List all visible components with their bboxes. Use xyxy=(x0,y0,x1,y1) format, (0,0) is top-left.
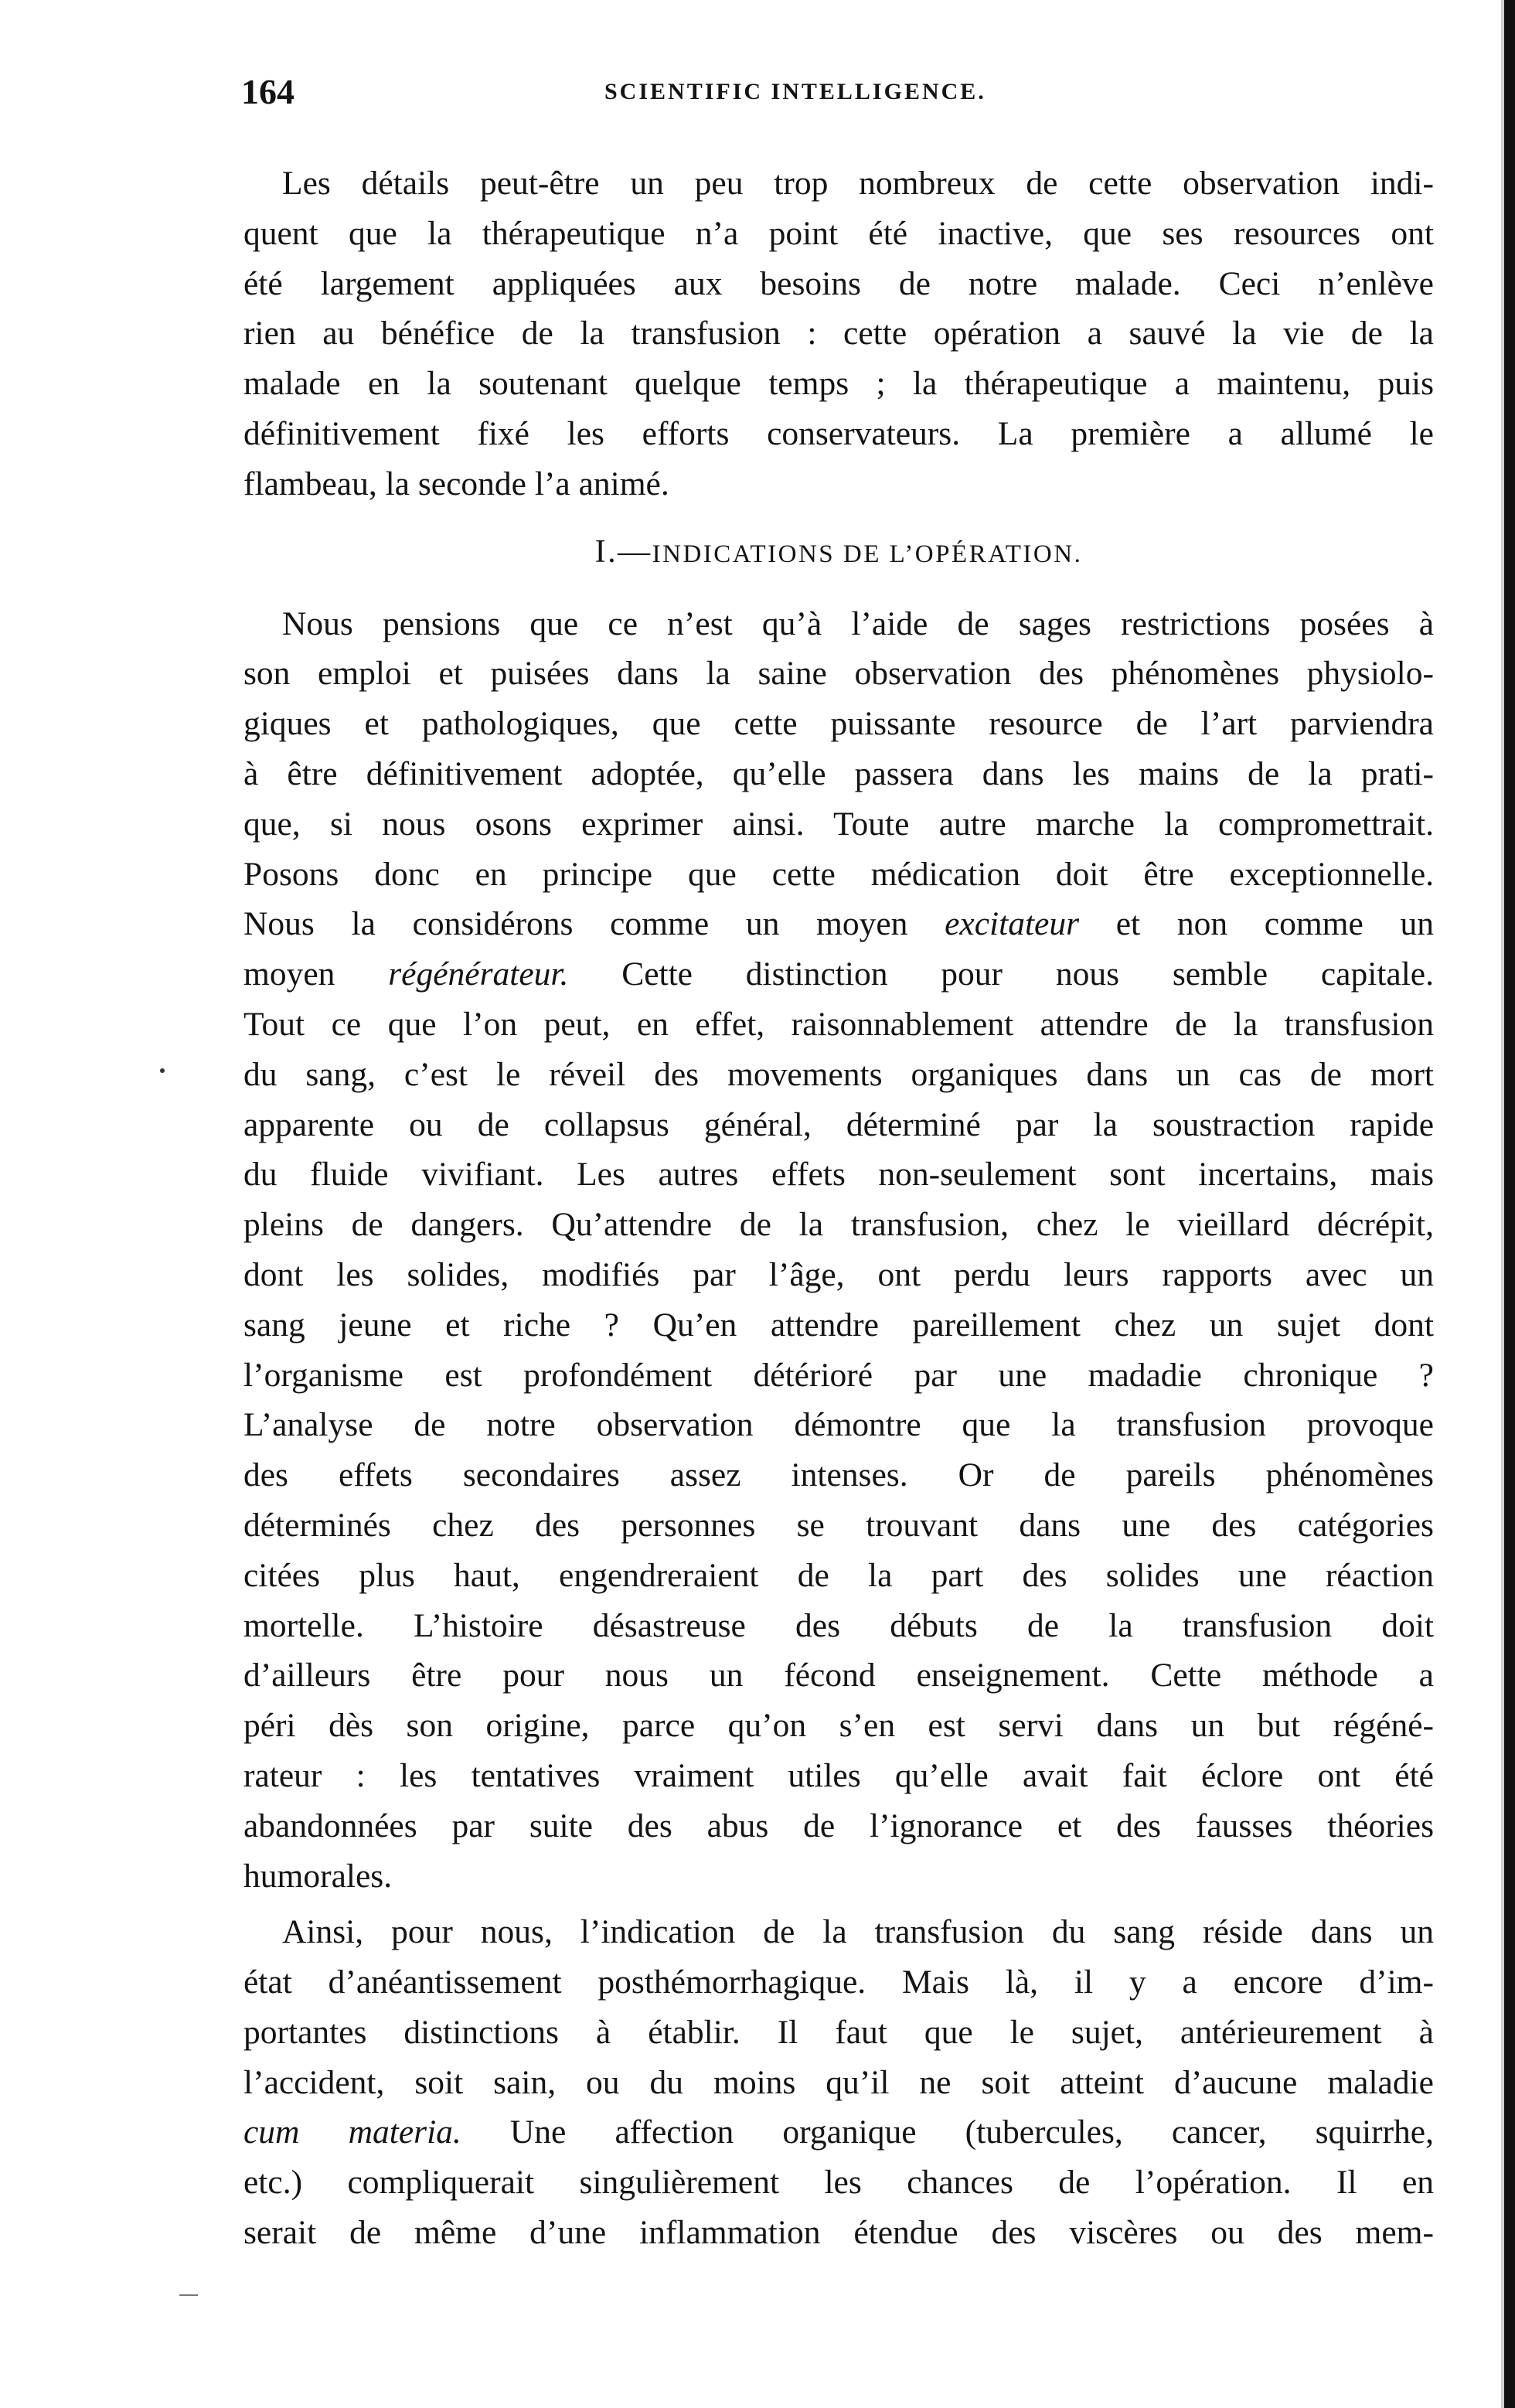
text-run: moyen xyxy=(243,955,389,993)
text-line: péri dès son origine, parce qu’on s’en est servi dans un but régéné- xyxy=(243,1707,1434,1745)
section-heading xyxy=(243,533,1434,571)
text-line: flambeau, la seconde l’a animé. xyxy=(243,465,669,502)
paragraph-2 xyxy=(243,599,1434,1902)
text-line: l’organisme est profondément détérioré par une madadie chronique ? xyxy=(243,1356,1434,1394)
text-line: que, si nous osons exprimer ainsi. Toute autre marche la compromettrait. xyxy=(243,805,1434,843)
text-line: portantes distinctions à établir. Il faut que le sujet, antérieurement à xyxy=(243,2013,1434,2051)
text-line: Nous pensions que ce n’est qu’à l’aide de sages restrictions posées à xyxy=(282,605,1434,642)
text-run: Cette distinction pour nous semble capitale. xyxy=(568,955,1434,993)
paragraph-3 xyxy=(243,1907,1434,2258)
text-line: été largement appliquées aux besoins de notre malade. Ceci n’enlève xyxy=(243,264,1434,302)
text-line: rateur : les tentatives vraiment utiles qu’elle avait fait éclore ont été xyxy=(243,1756,1434,1794)
text-line: définitivement fixé les efforts conservateurs. La première a allumé le xyxy=(243,414,1434,452)
text-line: sang jeune et riche ? Qu’en attendre pareillement chez un sujet dont xyxy=(243,1306,1434,1344)
text-line: Les détails peut-être un peu trop nombreux de cette observation indi- xyxy=(282,165,1434,202)
text-line: Posons donc en principe que cette médication doit être exceptionnelle. xyxy=(243,855,1434,893)
stray-mark-dot xyxy=(160,1068,165,1073)
text-run: Nous la considérons comme un moyen xyxy=(243,905,945,943)
text-line: L’analyse de notre observation démontre que la transfusion provoque xyxy=(243,1406,1434,1444)
text-line: à être définitivement adoptée, qu’elle passera dans les mains de la prati- xyxy=(243,754,1434,792)
text-line: apparente ou de collapsus général, déterminé par la soustraction rapide xyxy=(243,1105,1434,1143)
page-header xyxy=(241,71,1439,118)
text-line: malade en la soutenant quelque temps ; la thérapeutique a maintenu, puis xyxy=(243,365,1434,403)
text-line: état d’anéantissement posthémorrhagique. Mais là, il y a encore d’im- xyxy=(243,1964,1434,2001)
text-line: du sang, c’est le réveil des movements organiques dans un cas de mort xyxy=(243,1055,1434,1093)
page-edge xyxy=(1504,0,1515,2408)
text-line: pleins de dangers. Qu’attendre de la transfusion, chez le vieillard décrépit, xyxy=(243,1206,1434,1244)
text-line: mortelle. L’histoire désastreuse des débuts de la transfusion doit xyxy=(243,1606,1434,1644)
text-line: serait de même d’une inflammation étendue des viscères ou des mem- xyxy=(243,2214,1434,2252)
text-line: giques et pathologiques, que cette puissante resource de l’art parviendra xyxy=(243,705,1434,743)
text-line: dont les solides, modifiés par l’âge, ont perdu leurs rapports avec un xyxy=(243,1255,1434,1293)
text-line: Tout ce que l’on peut, en effet, raisonnablement attendre de la transfusion xyxy=(243,1005,1434,1043)
text-line: citées plus haut, engendreraient de la part des solides une réaction xyxy=(243,1556,1434,1594)
text-line: abandonnées par suite des abus de l’ignorance et des fausses théories xyxy=(243,1807,1434,1844)
text-line: quent que la thérapeutique n’a point été inactive, que ses resources ont xyxy=(243,214,1434,252)
text-column xyxy=(243,158,1434,2258)
section-number: I.— xyxy=(594,533,652,570)
text-line: des effets secondaires assez intenses. Or de pareils phénomènes xyxy=(243,1456,1434,1494)
text-line xyxy=(243,949,1434,1000)
text-line: du fluide vivifiant. Les autres effets non-seulement sont incertains, mais xyxy=(243,1156,1434,1194)
running-head: SCIENTIFIC INTELLIGENCE. xyxy=(604,79,986,104)
text-line: Ainsi, pour nous, l’indication de la transfusion du sang réside dans un xyxy=(282,1913,1434,1951)
text-run: Une affection organique (tubercules, cancer, squirrhe, xyxy=(461,2113,1434,2151)
text-line: l’accident, soit sain, ou du moins qu’il ne soit atteint d’aucune maladie xyxy=(243,2063,1434,2101)
italic-term: régénérateur. xyxy=(388,955,569,993)
text-run: et non comme un xyxy=(1079,905,1434,943)
text-line: déterminés chez des personnes se trouvant dans une des catégories xyxy=(243,1506,1434,1544)
text-line: rien au bénéfice de la transfusion : cette opération a sauvé la vie de la xyxy=(243,315,1434,353)
text-line: humorales. xyxy=(243,1857,393,1895)
section-title: INDICATIONS DE L’OPÉRATION. xyxy=(652,540,1083,568)
text-line xyxy=(243,2107,1434,2158)
text-line xyxy=(243,899,1434,949)
text-line: son emploi et puisées dans la saine observation des phénomènes physiolo- xyxy=(243,655,1434,693)
italic-term: cum materia. xyxy=(243,2113,461,2151)
paragraph-1 xyxy=(243,158,1434,509)
text-line: d’ailleurs être pour nous un fécond enseignement. Cette méthode a xyxy=(243,1657,1434,1694)
stray-mark-dash xyxy=(179,2294,198,2296)
page-number: 164 xyxy=(241,72,294,111)
text-line: etc.) compliquerait singulièrement les chances de l’opération. Il en xyxy=(243,2164,1434,2202)
italic-term: excitateur xyxy=(945,905,1080,943)
